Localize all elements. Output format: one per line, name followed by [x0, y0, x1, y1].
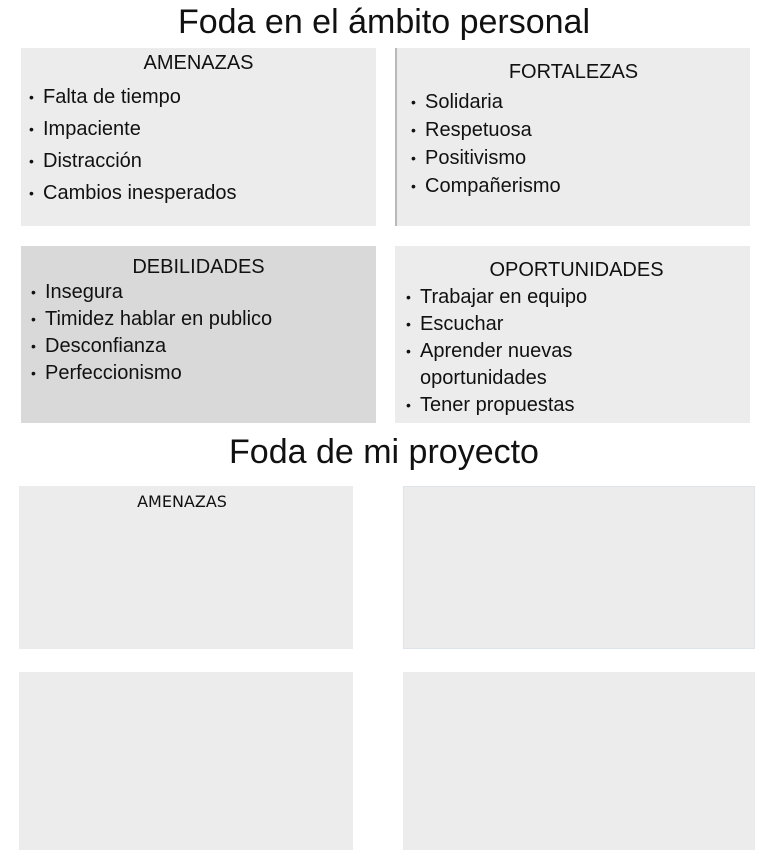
list-item: • Tener propuestas: [400, 392, 630, 419]
list-item: • Falta de tiempo: [23, 81, 376, 113]
swot-box-amenazas: [21, 48, 376, 226]
swot-list: [21, 279, 376, 387]
list-item: • Trabajar en equipo: [400, 284, 630, 311]
swot-list: [397, 88, 750, 200]
list-item: • Insegura: [25, 279, 376, 306]
list-item: • Compañerismo: [405, 172, 750, 200]
swot-box-debilidades: [21, 246, 376, 423]
swot-list: [395, 284, 630, 419]
list-item: • Solidaria: [405, 88, 750, 116]
list-item: • Escuchar: [400, 311, 630, 338]
swot-box-fortalezas: [395, 48, 750, 226]
list-item: • Distracción: [23, 145, 376, 177]
swot-box-title: AMENAZAS: [143, 52, 254, 74]
swot-box-title: FORTALEZAS: [508, 61, 639, 83]
project-box-empty: [403, 486, 755, 649]
list-item: • Perfeccionismo: [25, 360, 376, 387]
swot-box-title: DEBILIDADES: [132, 256, 265, 278]
swot-box-oportunidades: [395, 246, 750, 423]
list-item: • Impaciente: [23, 113, 376, 145]
swot-box-title: OPORTUNIDADES: [489, 259, 664, 281]
project-box-empty: [19, 672, 353, 850]
list-item: • Positivismo: [405, 144, 750, 172]
list-item: • Desconfianza: [25, 333, 376, 360]
list-item: • Cambios inesperados: [23, 177, 376, 209]
page-title-proyecto: Foda de mi proyecto: [229, 433, 539, 471]
list-item: • Aprender nuevas oportunidades: [400, 338, 630, 392]
project-box-title: AMENAZAS: [137, 492, 227, 511]
page-title-personal: Foda en el ámbito personal: [177, 3, 591, 41]
list-item: • Timidez hablar en publico: [25, 306, 376, 333]
project-box-amenazas: [19, 486, 353, 649]
swot-list: [21, 81, 376, 209]
project-box-empty: [403, 672, 755, 850]
list-item: • Respetuosa: [405, 116, 750, 144]
